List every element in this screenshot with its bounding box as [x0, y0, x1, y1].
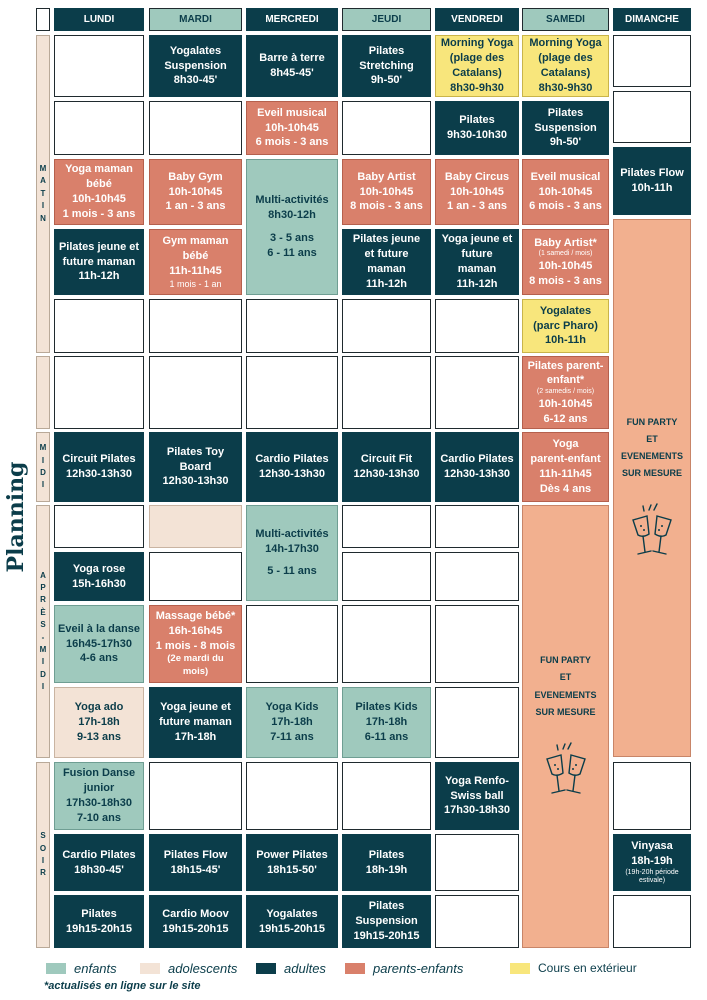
class-yoga-renfo-swiss-ball: Yoga Renfo- Swiss ball 17h30-18h30 — [435, 762, 519, 830]
slot-empty — [149, 552, 242, 601]
class-fusion-danse-junior: Fusion Danse junior 17h30-18h30 7-10 ans — [54, 762, 144, 830]
slot-empty — [149, 101, 242, 155]
class-pilates-stretching: Pilates Stretching 9h-50' — [342, 35, 431, 97]
day-header-jeudi: JEUDI — [342, 8, 431, 31]
slot-empty — [435, 299, 519, 353]
class-yoga-rose: Yoga rose 15h-16h30 — [54, 552, 144, 601]
slot-empty — [246, 605, 338, 683]
slot-empty — [54, 101, 144, 155]
class-baby-artist: Baby Artist* (1 samedi / mois) 10h-10h45 8 mois - 3 ans — [522, 229, 609, 295]
slot-empty — [342, 101, 431, 155]
fun-party-block: FUN PARTY ET EVENEMENTS SUR MESURE — [522, 505, 609, 948]
slot-empty — [54, 35, 144, 97]
class-circuit-pilates: Circuit Pilates 12h30-13h30 — [54, 432, 144, 502]
legend-item-adolescents: adolescents — [140, 961, 237, 976]
period-matin: M A T I N — [36, 35, 50, 353]
day-header-samedi: SAMEDI — [522, 8, 609, 31]
class-baby-circus: Baby Circus 10h-10h45 1 an - 3 ans — [435, 159, 519, 225]
legend-swatch — [510, 963, 530, 974]
class-pilates: Pilates 9h30-10h30 — [435, 101, 519, 155]
page-title: Planning — [3, 461, 29, 573]
day-header-mercredi: MERCREDI — [246, 8, 338, 31]
class-yoga-parent-enfant: Yoga parent-enfant 11h-11h45 Dès 4 ans — [522, 432, 609, 502]
slot-empty — [613, 895, 691, 948]
class-cardio-pilates: Cardio Pilates 12h30-13h30 — [246, 432, 338, 502]
class-pilates-parent-enfant: Pilates parent- enfant* (2 samedis / mois) 10h-10h45 6-12 ans — [522, 356, 609, 429]
class-eveil-musical: Eveil musical 10h-10h45 6 mois - 3 ans — [522, 159, 609, 225]
slot-empty — [342, 299, 431, 353]
class-yoga-jeune-future-maman: Yoga jeune et future maman 11h-12h — [435, 229, 519, 295]
period-matin-extension — [36, 356, 50, 429]
class-power-pilates: Power Pilates 18h15-50' — [246, 834, 338, 891]
legend-item-adultes: adultes — [256, 961, 326, 976]
champagne-glasses-icon — [621, 502, 683, 562]
class-baby-gym: Baby Gym 10h-10h45 1 an - 3 ans — [149, 159, 242, 225]
class-multi-activites: Multi-activités 14h-17h30 5 - 11 ans — [246, 505, 338, 601]
class-massage-bebe: Massage bébé* 16h-16h45 1 mois - 8 mois (2e mardi du mois) — [149, 605, 242, 683]
slot-empty — [54, 356, 144, 429]
legend-item-exterieur: Cours en extérieur — [510, 961, 637, 975]
class-cardio-moov: Cardio Moov 19h15-20h15 — [149, 895, 242, 948]
slot-empty — [435, 895, 519, 948]
class-pilates-suspension: Pilates Suspension 19h15-20h15 — [342, 895, 431, 948]
period-apres-midi: A P R È S - M I D I — [36, 505, 50, 758]
class-pilates-toy-board: Pilates Toy Board 12h30-13h30 — [149, 432, 242, 502]
class-pilates: Pilates 19h15-20h15 — [54, 895, 144, 948]
slot-empty — [342, 356, 431, 429]
class-eveil-musical: Eveil musical 10h-10h45 6 mois - 3 ans — [246, 101, 338, 155]
legend-swatch — [46, 963, 66, 974]
class-cardio-pilates: Cardio Pilates 18h30-45' — [54, 834, 144, 891]
slot-empty — [149, 505, 242, 548]
class-yoga-kids: Yoga Kids 17h-18h 7-11 ans — [246, 687, 338, 758]
period-midi: M I D I — [36, 432, 50, 502]
class-pilates-jeune-future-maman: Pilates jeune et future maman 11h-12h — [342, 229, 431, 295]
class-eveil-a-la-danse: Eveil à la danse 16h45-17h30 4-6 ans — [54, 605, 144, 683]
slot-empty — [342, 505, 431, 548]
legend-swatch — [345, 963, 365, 974]
legend-item-parents-enfants: parents-enfants — [345, 961, 463, 976]
slot-empty — [613, 91, 691, 143]
slot-empty — [613, 35, 691, 87]
class-barre-a-terre: Barre à terre 8h45-45' — [246, 35, 338, 97]
day-header-vendredi: VENDREDI — [435, 8, 519, 31]
slot-empty — [246, 356, 338, 429]
legend-swatch — [256, 963, 276, 974]
slot-empty — [435, 687, 519, 758]
class-pilates-flow: Pilates Flow 18h15-45' — [149, 834, 242, 891]
slot-empty — [435, 605, 519, 683]
day-header-dimanche: DIMANCHE — [613, 8, 691, 31]
slot-empty — [435, 505, 519, 548]
class-pilates-kids: Pilates Kids 17h-18h 6-11 ans — [342, 687, 431, 758]
class-yoga-maman-bebe: Yoga maman bébé 10h-10h45 1 mois - 3 ans — [54, 159, 144, 225]
slot-empty — [435, 356, 519, 429]
slot-empty — [149, 356, 242, 429]
class-yogalates-parc-pharo: Yogalates (parc Pharo) 10h-11h — [522, 299, 609, 353]
class-cardio-pilates: Cardio Pilates 12h30-13h30 — [435, 432, 519, 502]
legend-swatch — [140, 963, 160, 974]
legend-item-enfants: enfants — [46, 961, 117, 976]
class-yogalates-suspension: Yogalates Suspension 8h30-45' — [149, 35, 242, 97]
fun-party-block: FUN PARTY ET EVENEMENTS SUR MESURE — [613, 219, 691, 757]
slot-empty — [435, 834, 519, 891]
slot-empty — [149, 299, 242, 353]
class-morning-yoga: Morning Yoga (plage des Catalans) 8h30-9h30 — [522, 35, 609, 97]
day-header-lundi: LUNDI — [54, 8, 144, 31]
class-yogalates: Yogalates 19h15-20h15 — [246, 895, 338, 948]
champagne-glasses-icon — [535, 741, 597, 801]
slot-empty — [54, 505, 144, 548]
header-corner — [36, 8, 50, 31]
class-yoga-jeune-future-maman: Yoga jeune et future maman 17h-18h — [149, 687, 242, 758]
slot-empty — [149, 762, 242, 830]
slot-empty — [342, 552, 431, 601]
footnote: *actualisés en ligne sur le site — [44, 980, 201, 992]
day-header-mardi: MARDI — [149, 8, 242, 31]
class-pilates-jeune-future-maman: Pilates jeune et future maman 11h-12h — [54, 229, 144, 295]
class-circuit-fit: Circuit Fit 12h30-13h30 — [342, 432, 431, 502]
slot-empty — [342, 605, 431, 683]
slot-empty — [435, 552, 519, 601]
class-morning-yoga: Morning Yoga (plage des Catalans) 8h30-9h30 — [435, 35, 519, 97]
slot-empty — [613, 762, 691, 830]
class-gym-maman-bebe: Gym maman bébé 11h-11h45 1 mois - 1 an — [149, 229, 242, 295]
class-yoga-ado: Yoga ado 17h-18h 9-13 ans — [54, 687, 144, 758]
class-pilates: Pilates 18h-19h — [342, 834, 431, 891]
class-vinyasa: Vinyasa 18h-19h (19h-20h période estivale) — [613, 834, 691, 891]
slot-empty — [342, 762, 431, 830]
class-pilates-flow: Pilates Flow 10h-11h — [613, 147, 691, 215]
slot-empty — [246, 299, 338, 353]
slot-empty — [246, 762, 338, 830]
class-baby-artist: Baby Artist 10h-10h45 8 mois - 3 ans — [342, 159, 431, 225]
period-soir: S O I R — [36, 762, 50, 948]
class-pilates-suspension: Pilates Suspension 9h-50' — [522, 101, 609, 155]
class-multi-activites: Multi-activités 8h30-12h 3 - 5 ans 6 - 11 ans — [246, 159, 338, 295]
slot-empty — [54, 299, 144, 353]
legend — [0, 958, 707, 978]
